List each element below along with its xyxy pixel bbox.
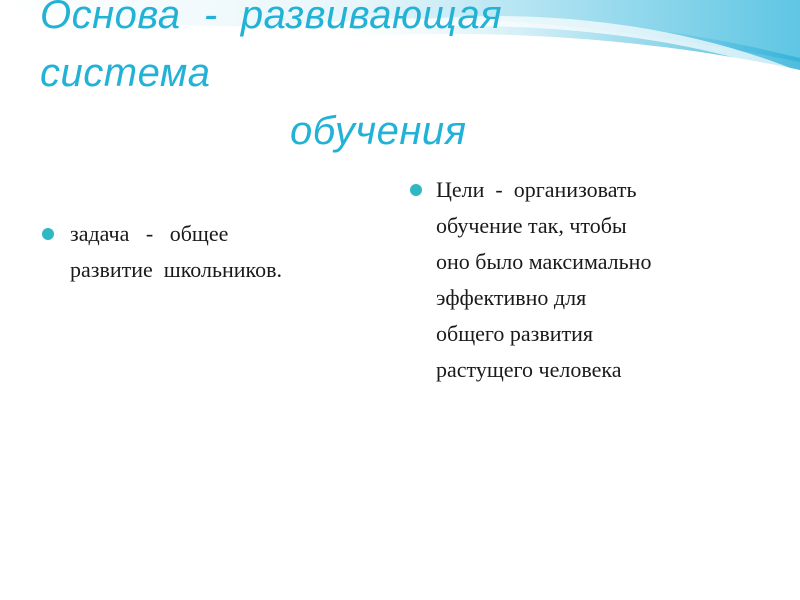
title-line-3: обучения (290, 109, 467, 153)
bullet-text-task: задача - общее развитие школьников. (70, 221, 283, 282)
slide-title (40, 0, 600, 160)
bullet-text-goals: Цели - организовать обучение так, чтобы оно было максимально эффективно для общего развития растущего человека (436, 177, 652, 382)
title-line-2: система (40, 51, 211, 95)
bullet-item-task (42, 216, 372, 288)
title-line-1: Основа - развивающая (40, 0, 503, 37)
bullet-item-goals (410, 172, 770, 388)
circle-bullet-icon (42, 228, 54, 240)
circle-bullet-icon (410, 184, 422, 196)
